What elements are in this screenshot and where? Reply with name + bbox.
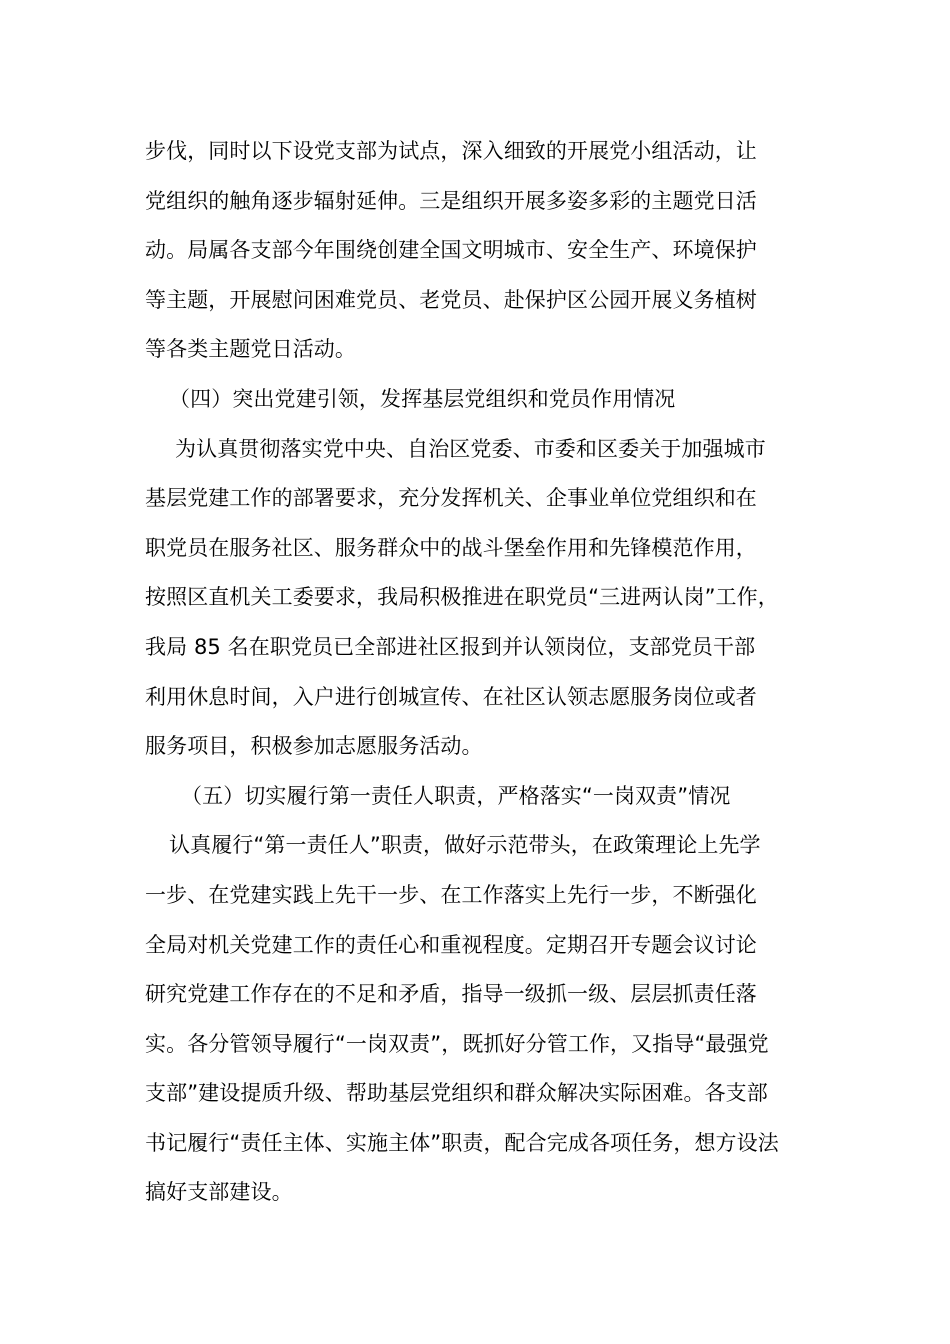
paragraph-line: 实。各分管领导履行“一岗双责”，既抓好分管工作，又指导“最强党: [145, 1031, 769, 1056]
paragraph-line: 我局 85 名在职党员已全部进社区报到并认领岗位，支部党员干部: [145, 634, 756, 659]
paragraph-line: 按照区直机关工委要求，我局积极推进在职党员“三进两认岗”工作，: [145, 585, 779, 610]
paragraph-line: 利用休息时间，入户进行创城宣传、在社区认领志愿服务岗位或者: [145, 684, 757, 709]
paragraph-line: 等各类主题党日活动。: [145, 337, 356, 362]
paragraph-line: 一步、在党建实践上先干一步、在工作落实上先行一步，不断强化: [145, 882, 757, 907]
paragraph-line: 党组织的触角逐步辐射延伸。三是组织开展多姿多彩的主题党日活: [145, 188, 757, 213]
paragraph-line: 服务项目，积极参加志愿服务活动。: [145, 734, 483, 759]
paragraph-line: 书记履行“责任主体、实施主体”职责，配合完成各项任务，想方设法: [145, 1130, 779, 1155]
paragraph-line: 为认真贯彻落实党中央、自治区党委、市委和区委关于加强城市: [175, 436, 766, 461]
paragraph-line: 等主题，开展慰问困难党员、老党员、赴保护区公园开展义务植树: [145, 287, 757, 312]
section-heading-5: （五）切实履行第一责任人职责，严格落实“一岗双责”情况: [181, 783, 731, 808]
paragraph-line: 步伐，同时以下设党支部为试点，深入细致的开展党小组活动，让: [145, 139, 757, 163]
paragraph-line: 全局对机关党建工作的责任心和重视程度。定期召开专题会议讨论: [145, 932, 757, 957]
paragraph-line: 研究党建工作存在的不足和矛盾，指导一级抓一级、层层抓责任落: [145, 982, 757, 1007]
paragraph-line: 动。局属各支部今年围绕创建全国文明城市、安全生产、环境保护: [145, 238, 757, 263]
paragraph-line: 基层党建工作的部署要求，充分发挥机关、企事业单位党组织和在: [145, 486, 757, 511]
document-body: [145, 127, 810, 1218]
paragraph-line: 认真履行“第一责任人”职责，做好示范带头，在政策理论上先学: [169, 833, 761, 858]
paragraph-line: 搞好支部建设。: [145, 1180, 293, 1205]
paragraph-line: 职党员在服务社区、服务群众中的战斗堡垒作用和先锋模范作用，: [145, 535, 757, 560]
section-heading-4: （四）突出党建引领，发挥基层党组织和党员作用情况: [169, 386, 676, 411]
paragraph-line: 支部”建设提质升级、帮助基层党组织和群众解决实际困难。各支部: [145, 1081, 768, 1106]
